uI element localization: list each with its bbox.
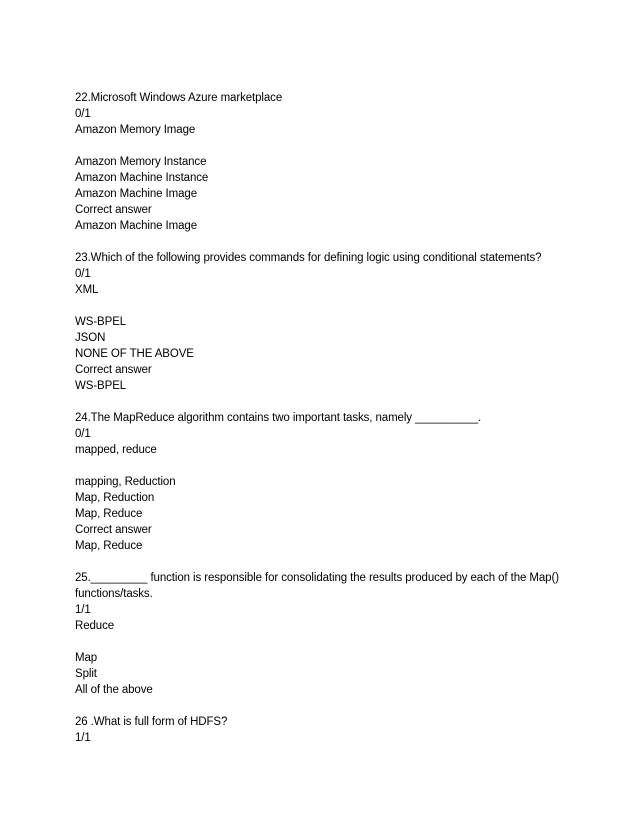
question-score: 1/1	[75, 604, 91, 616]
spacer	[75, 554, 595, 570]
question-text: 26 .What is full form of HDFS?	[75, 716, 228, 728]
correct-answer-label: Correct answer	[75, 524, 152, 536]
question-text: 24.The MapReduce algorithm contains two important tasks, namely __________.	[75, 412, 482, 424]
option-item: Amazon Machine Instance	[75, 172, 209, 184]
spacer	[75, 138, 595, 154]
option-item: mapping, Reduction	[75, 476, 176, 488]
spacer	[75, 634, 595, 650]
option-item: JSON	[75, 332, 106, 344]
question-text: 23.Which of the following provides commands for defining logic using conditional statements?	[75, 252, 542, 264]
question-text: 25._________ function is responsible for consolidating the results produced by each of the Map()	[75, 572, 559, 584]
spacer	[75, 698, 595, 714]
question-text-continued: functions/tasks.	[75, 588, 153, 600]
spacer	[75, 298, 595, 314]
option-item: All of the above	[75, 684, 153, 696]
option-item: Map, Reduction	[75, 492, 155, 504]
selected-answer: XML	[75, 284, 99, 296]
spacer	[75, 394, 595, 410]
correct-answer-label: Correct answer	[75, 364, 152, 376]
quiz-content	[75, 90, 595, 746]
option-item: Split	[75, 668, 97, 680]
question-22	[75, 90, 595, 234]
option-item: Amazon Machine Image	[75, 188, 198, 200]
question-score: 0/1	[75, 108, 91, 120]
question-text: 22.Microsoft Windows Azure marketplace	[75, 92, 283, 104]
correct-answer: Map, Reduce	[75, 540, 143, 552]
option-item: Map, Reduce	[75, 508, 143, 520]
question-25	[75, 570, 595, 698]
selected-answer: Amazon Memory Image	[75, 124, 196, 136]
question-26	[75, 714, 595, 746]
correct-answer-label: Correct answer	[75, 204, 152, 216]
option-item: WS-BPEL	[75, 316, 127, 328]
question-score: 0/1	[75, 428, 91, 440]
question-score: 0/1	[75, 268, 91, 280]
spacer	[75, 234, 595, 250]
spacer	[75, 458, 595, 474]
correct-answer: Amazon Machine Image	[75, 220, 198, 232]
selected-answer: Reduce	[75, 620, 115, 632]
question-24	[75, 410, 595, 554]
correct-answer: WS-BPEL	[75, 380, 127, 392]
selected-answer: mapped, reduce	[75, 444, 157, 456]
option-item: Amazon Memory Instance	[75, 156, 207, 168]
option-item: NONE OF THE ABOVE	[75, 348, 194, 360]
option-item: Map	[75, 652, 98, 664]
question-score: 1/1	[75, 732, 91, 744]
question-23	[75, 250, 595, 394]
